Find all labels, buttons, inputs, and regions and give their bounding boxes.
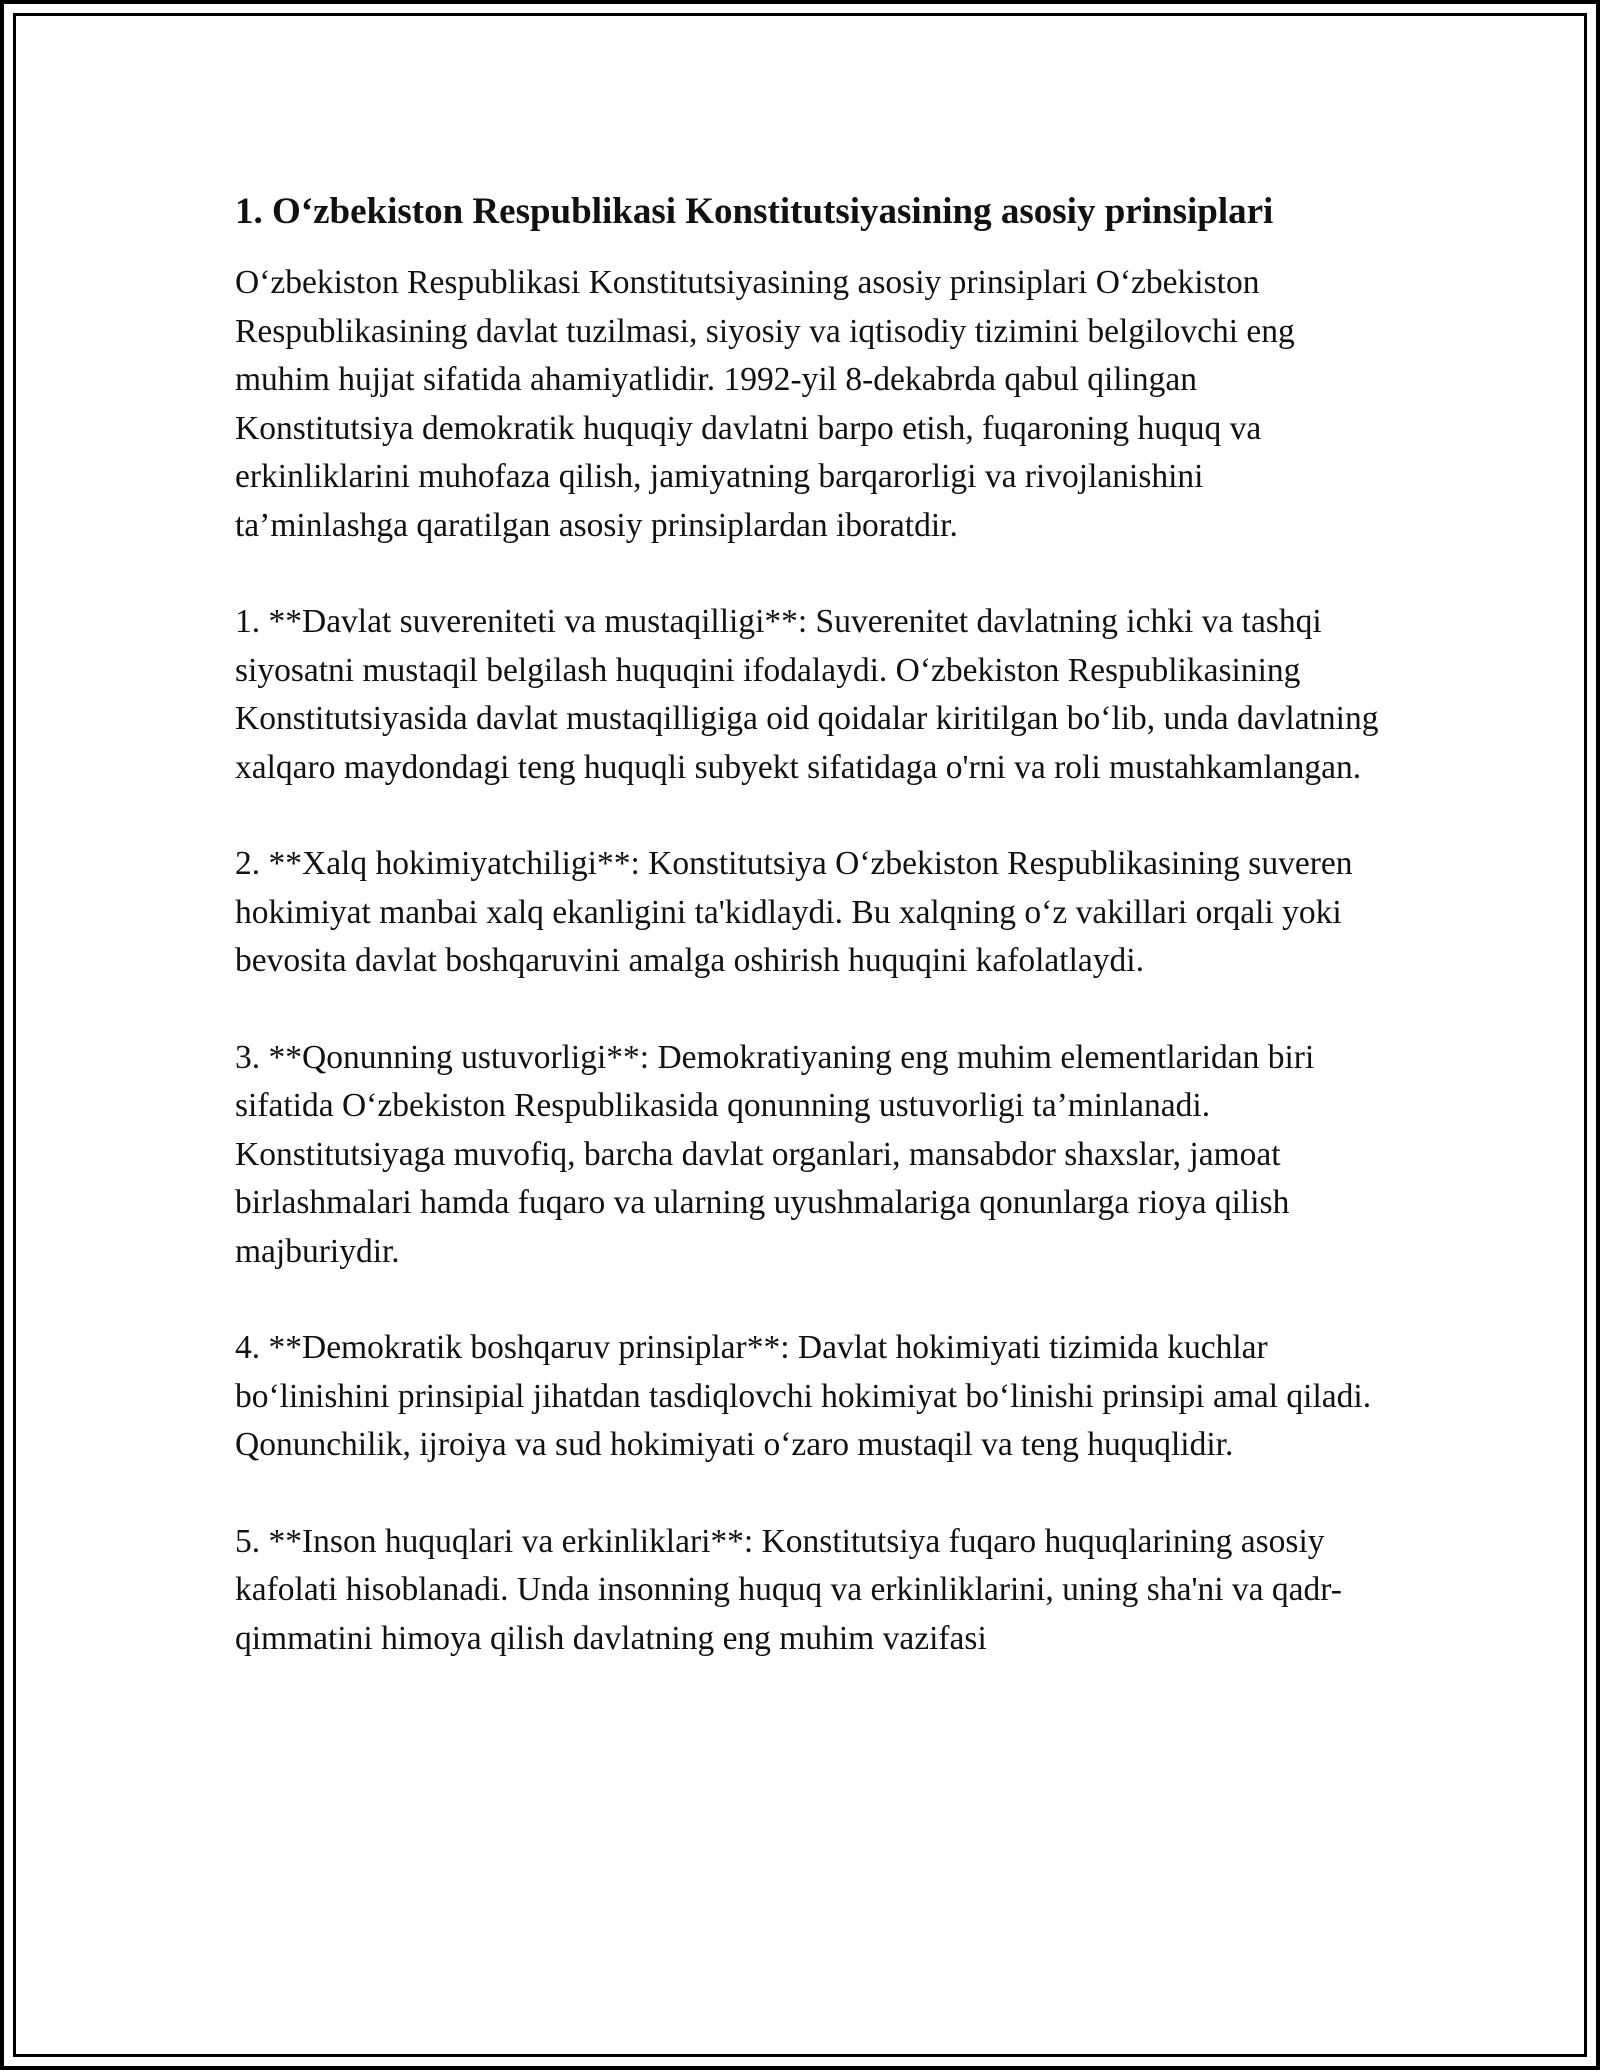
principle-people-power-paragraph: 2. **Xalq hokimiyatchiligi**: Konstitutsiya O‘zbekiston Respublikasining suveren hokimiyat manbai xalq ekanligini ta'kidlaydi. Bu xalqning o‘z vakillari orqali yoki bevosita davlat boshqaruvini amalga oshirish huquqini kafolatlaydi. [235, 845, 1353, 979]
section-heading: 1. O‘zbekiston Respublikasi Konstitutsiyasining asosiy prinsiplari [235, 191, 1274, 232]
principle-rule-of-law-paragraph: 3. **Qonunning ustuvorligi**: Demokratiyaning eng muhim elementlaridan biri sifatida O‘zbekiston Respublikasida qonunning ustuvorligi ta’minlanadi. Konstitutsiyaga muvofiq, barcha davlat organlari, mansabdor shaxslar, jamoat birlashmalari hamda fuqaro va ularning uyushmalariga qonunlarga rioya qilish majburiydir. [235, 1038, 1315, 1270]
intro-paragraph: O‘zbekiston Respublikasi Konstitutsiyasining asosiy prinsiplari O‘zbekiston Respublikasining davlat tuzilmasi, siyosiy va iqtisodiy tizimini belgilovchi eng muhim hujjat sifatida ahamiyatlidir. 1992-yil 8-dekabrda qabul qilingan Konstitutsiya demokratik huquqiy davlatni barpo etish, fuqaroning huquq va erkinliklarini muhofaza qilish, jamiyatning barqarorligi va rivojlanishini ta’minlashga qaratilgan asosiy prinsiplardan iboratdir. [235, 264, 1295, 544]
document-body [235, 184, 1380, 1711]
principle-sovereignty-paragraph: 1. **Davlat suvereniteti va mustaqilligi**: Suverenitet davlatning ichki va tashqi siyosatni mustaqil belgilash huquqini ifodalaydi. O‘zbekiston Respublikasining Konstitutsiyasida davlat mustaqilligiga oid qoidalar kiritilgan bo‘lib, unda davlatning xalqaro maydondagi teng huquqli subyekt sifatidaga o'rni va roli mustahkamlangan. [235, 603, 1379, 786]
principle-democratic-governance-paragraph: 4. **Demokratik boshqaruv prinsiplar**: Davlat hokimiyati tizimida kuchlar bo‘linishini prinsipial jihatdan tasdiqlovchi hokimiyat bo‘linishi prinsipi amal qiladi. Qonunchilik, ijroiya va sud hokimiyati o‘zaro mustaqil va teng huquqlidir. [235, 1329, 1372, 1463]
principle-human-rights-paragraph: 5. **Inson huquqlari va erkinliklari**: Konstitutsiya fuqaro huquqlarining asosiy kafolati hisoblanadi. Unda insonning huquq va erkinliklarini, uning sha'ni va qadr-qimmatini himoya qilish davlatning eng muhim vazifasi [235, 1522, 1342, 1657]
